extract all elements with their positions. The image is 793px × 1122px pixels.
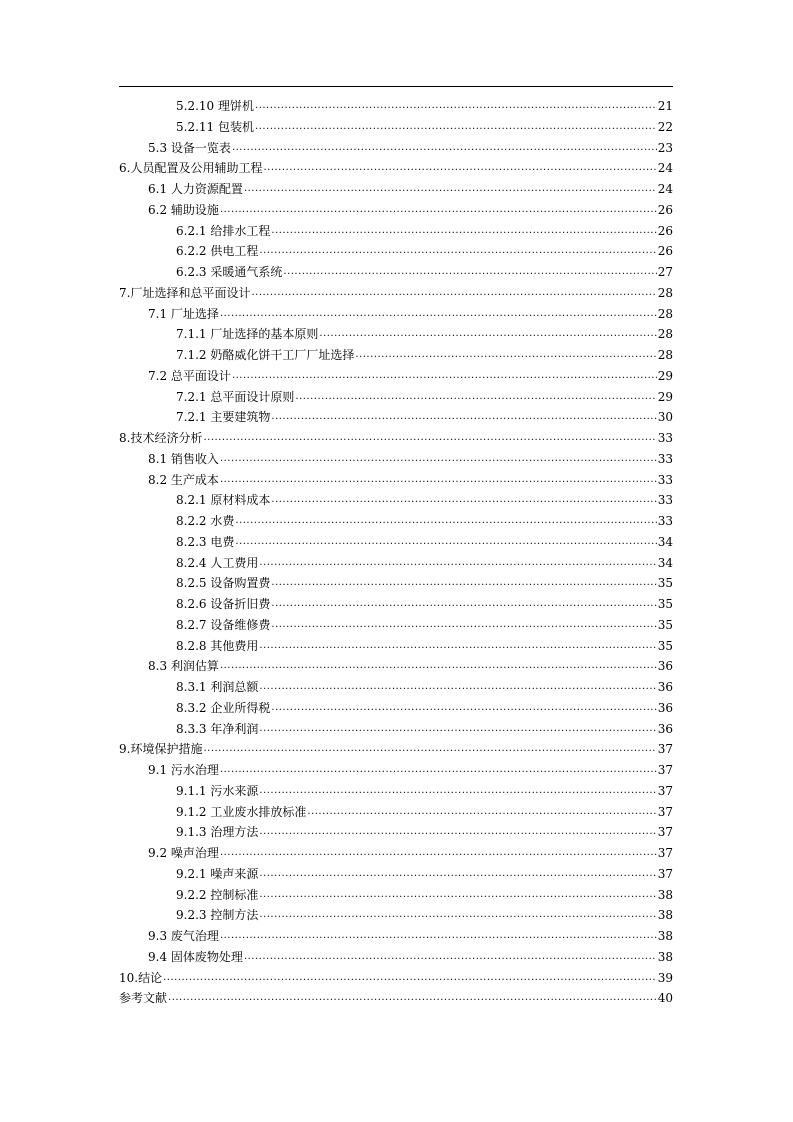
toc-entry-text: 理饼机 bbox=[218, 99, 255, 113]
toc-page-number: 24 bbox=[657, 182, 673, 196]
toc-entry[interactable] bbox=[119, 138, 673, 159]
toc-entry-number: 7.2.1 bbox=[176, 410, 207, 425]
toc-entry-title bbox=[176, 117, 254, 138]
toc-entry-title bbox=[148, 470, 219, 491]
toc-entry[interactable] bbox=[119, 677, 673, 698]
toc-entry-text: 总平面设计 bbox=[170, 368, 231, 383]
toc-dot-leader bbox=[220, 449, 657, 470]
toc-dot-leader bbox=[220, 760, 657, 781]
toc-entry-number: 9.2 bbox=[148, 846, 168, 860]
toc-entry[interactable] bbox=[119, 366, 673, 387]
toc-entry[interactable] bbox=[119, 781, 673, 802]
toc-dot-leader bbox=[203, 428, 656, 449]
toc-entry-number: 9.2.3 bbox=[176, 908, 207, 923]
toc-dot-leader bbox=[251, 283, 656, 304]
toc-entry-number: 5.3 bbox=[148, 140, 168, 155]
toc-entry-text: 设备折旧费 bbox=[210, 597, 271, 611]
toc-entry[interactable] bbox=[119, 96, 673, 117]
toc-dot-leader bbox=[255, 96, 657, 117]
toc-entry-number: 8.2.7 bbox=[176, 617, 207, 632]
toc-page-number: 37 bbox=[657, 763, 673, 777]
toc-entry[interactable] bbox=[119, 947, 673, 968]
toc-entry-number: 8.2.8 bbox=[176, 638, 207, 653]
toc-entry-title bbox=[176, 532, 234, 553]
toc-entry[interactable] bbox=[119, 739, 673, 760]
toc-entry-number: 8.2.1 bbox=[176, 493, 207, 508]
toc-page-number: 35 bbox=[657, 617, 673, 632]
toc-entry[interactable] bbox=[119, 843, 673, 864]
toc-page-number: 38 bbox=[657, 949, 673, 964]
toc-page-number: 35 bbox=[657, 597, 673, 611]
toc-entry-number: 7.1 bbox=[148, 306, 168, 321]
toc-entry[interactable] bbox=[119, 324, 673, 345]
toc-entry-text: 固体废物处理 bbox=[170, 949, 243, 964]
toc-dot-leader bbox=[307, 802, 656, 823]
toc-entry[interactable] bbox=[119, 158, 673, 179]
toc-entry-text: 供电工程 bbox=[210, 244, 259, 259]
toc-entry-title bbox=[148, 947, 243, 968]
toc-dot-leader bbox=[235, 511, 656, 532]
toc-entry-text: 生产成本 bbox=[170, 472, 219, 487]
toc-entry[interactable] bbox=[119, 968, 673, 989]
toc-page-number: 36 bbox=[657, 700, 673, 715]
toc-entry-number: 6.2.2 bbox=[176, 244, 207, 259]
toc-entry-number: 8.3 bbox=[148, 659, 168, 674]
toc-entry-text: 原材料成本 bbox=[210, 493, 271, 508]
toc-dot-leader bbox=[244, 947, 657, 968]
toc-dot-leader bbox=[355, 345, 656, 366]
toc-entry-title bbox=[148, 366, 231, 387]
toc-dot-leader bbox=[220, 470, 657, 491]
toc-page-number: 28 bbox=[657, 306, 673, 321]
toc-entry-text: 噪声治理 bbox=[170, 846, 219, 860]
toc-page-number: 37 bbox=[657, 804, 673, 819]
toc-entry-title bbox=[176, 407, 270, 428]
toc-entry[interactable] bbox=[119, 262, 673, 283]
toc-entry-text: 其他费用 bbox=[210, 638, 259, 653]
toc-dot-leader bbox=[271, 490, 656, 511]
toc-entry-number: 9.2.2 bbox=[176, 887, 207, 902]
toc-entry-number: 8.3.3 bbox=[176, 721, 207, 736]
toc-dot-leader bbox=[283, 262, 656, 283]
toc-page-number: 35 bbox=[657, 638, 673, 653]
toc-entry-number: 6. bbox=[119, 161, 131, 176]
toc-entry-text: 废气治理 bbox=[170, 929, 219, 943]
toc-entry[interactable] bbox=[119, 407, 673, 428]
toc-entry-text: 设备一览表 bbox=[170, 140, 231, 155]
toc-entry-title bbox=[119, 428, 202, 449]
toc-entry-title bbox=[119, 739, 202, 760]
toc-entry-number: 8.2.5 bbox=[176, 576, 207, 591]
toc-entry[interactable] bbox=[119, 200, 673, 221]
toc-entry-title bbox=[176, 241, 258, 262]
toc-dot-leader bbox=[295, 387, 656, 408]
toc-dot-leader bbox=[163, 968, 657, 989]
toc-page-number: 40 bbox=[657, 991, 673, 1006]
toc-entry-number: 10. bbox=[119, 970, 139, 985]
toc-entry-text: 噪声来源 bbox=[210, 866, 259, 881]
toc-dot-leader bbox=[244, 179, 657, 200]
toc-entry-number: 7.1.2 bbox=[176, 348, 207, 362]
toc-entry-number: 8.2.6 bbox=[176, 597, 207, 611]
toc-entry-text: 设备维修费 bbox=[210, 617, 271, 632]
toc-entry-text: 工业废水排放标准 bbox=[210, 804, 307, 819]
header-rule bbox=[119, 86, 673, 87]
toc-entry-text: 销售收入 bbox=[170, 451, 219, 466]
toc-page-number: 33 bbox=[657, 493, 673, 508]
toc-dot-leader bbox=[259, 822, 656, 843]
toc-entry[interactable] bbox=[119, 470, 673, 491]
toc-dot-leader bbox=[259, 677, 656, 698]
toc-entry[interactable] bbox=[119, 241, 673, 262]
toc-page-number: 36 bbox=[657, 721, 673, 736]
toc-page-number: 36 bbox=[657, 659, 673, 674]
toc-entry-text: 人员配置及公用辅助工程 bbox=[130, 161, 263, 176]
toc-dot-leader bbox=[220, 200, 657, 221]
toc-entry-title bbox=[148, 843, 219, 864]
toc-entry-title bbox=[119, 283, 250, 304]
toc-page-number: 38 bbox=[657, 887, 673, 902]
toc-entry-title bbox=[176, 324, 318, 345]
toc-entry[interactable] bbox=[119, 490, 673, 511]
toc-entry[interactable] bbox=[119, 532, 673, 553]
toc-entry-text: 采暖通气系统 bbox=[210, 265, 283, 279]
toc-entry-title bbox=[176, 885, 258, 906]
toc-entry-title bbox=[176, 698, 270, 719]
toc-entry-text: 主要建筑物 bbox=[210, 410, 271, 425]
toc-entry-text: 厂址选择和总平面设计 bbox=[130, 285, 251, 300]
toc-dot-leader bbox=[259, 553, 656, 574]
toc-entry-title bbox=[176, 781, 258, 802]
toc-page-number: 26 bbox=[657, 244, 673, 259]
toc-dot-leader bbox=[220, 656, 657, 677]
toc-entry-title bbox=[148, 179, 243, 200]
toc-entry-text: 辅助设施 bbox=[170, 202, 219, 217]
toc-page-number: 33 bbox=[657, 431, 673, 445]
toc-entry-text: 包装机 bbox=[218, 119, 255, 134]
toc-entry-text: 奶酪威化饼干工厂厂址选择 bbox=[210, 348, 355, 362]
toc-dot-leader bbox=[319, 324, 656, 345]
toc-entry-number: 7. bbox=[119, 285, 131, 300]
toc-entry-number: 9.2.1 bbox=[176, 866, 207, 881]
toc-entry-title bbox=[176, 96, 254, 117]
toc-entry-title bbox=[176, 490, 270, 511]
toc-entry-number: 7.1.1 bbox=[176, 327, 207, 342]
toc-entry[interactable] bbox=[119, 221, 673, 242]
toc-entry-number: 5.2.10 bbox=[176, 99, 215, 113]
toc-page-number: 36 bbox=[657, 680, 673, 694]
toc-entry-text: 利润总额 bbox=[210, 680, 259, 694]
toc-entry-title bbox=[176, 802, 306, 823]
toc-entry[interactable] bbox=[119, 304, 673, 325]
toc-entry[interactable] bbox=[119, 511, 673, 532]
toc-entry[interactable] bbox=[119, 179, 673, 200]
toc-entry-text: 年净利润 bbox=[210, 721, 259, 736]
toc-entry-text: 给排水工程 bbox=[210, 223, 271, 238]
toc-entry[interactable] bbox=[119, 760, 673, 781]
toc-page-number: 26 bbox=[657, 202, 673, 217]
toc-entry-title bbox=[176, 387, 294, 408]
toc-entry-number: 8.1 bbox=[148, 451, 168, 466]
toc-entry[interactable] bbox=[119, 656, 673, 677]
toc-page-number: 37 bbox=[657, 742, 673, 757]
toc-entry-title bbox=[148, 304, 219, 325]
toc-entry-number: 8.3.2 bbox=[176, 700, 207, 715]
toc-entry[interactable] bbox=[119, 449, 673, 470]
toc-entry[interactable] bbox=[119, 283, 673, 304]
toc-dot-leader bbox=[220, 843, 657, 864]
toc-page-number: 21 bbox=[657, 99, 673, 113]
toc-page-number: 24 bbox=[657, 161, 673, 176]
toc-entry[interactable] bbox=[119, 885, 673, 906]
toc-entry-title bbox=[148, 449, 219, 470]
toc-page-number: 28 bbox=[657, 285, 673, 300]
toc-page-number: 33 bbox=[657, 514, 673, 528]
toc-entry-title bbox=[176, 221, 270, 242]
toc-entry-number: 8.2.3 bbox=[176, 534, 207, 549]
toc-entry-title bbox=[176, 636, 258, 657]
toc-entry-text: 控制标准 bbox=[210, 887, 259, 902]
toc-dot-leader bbox=[232, 366, 657, 387]
toc-entry-number: 9.1.2 bbox=[176, 804, 207, 819]
toc-entry-text: 厂址选择 bbox=[170, 306, 219, 321]
toc-page-number: 35 bbox=[657, 576, 673, 591]
toc-entry-title bbox=[176, 719, 258, 740]
toc-entry-number: 6.2.3 bbox=[176, 265, 207, 279]
toc-page-number: 37 bbox=[657, 866, 673, 881]
toc-entry-number: 9.1.3 bbox=[176, 825, 207, 840]
toc-entry-title bbox=[176, 573, 270, 594]
toc-page-number: 37 bbox=[657, 846, 673, 860]
toc-entry-text: 电费 bbox=[210, 534, 235, 549]
toc-entry-number: 8.2.4 bbox=[176, 555, 207, 570]
toc-page-number: 38 bbox=[657, 908, 673, 923]
toc-page-number: 29 bbox=[657, 389, 673, 404]
table-of-contents bbox=[119, 96, 673, 1009]
toc-page-number: 34 bbox=[657, 555, 673, 570]
toc-entry[interactable] bbox=[119, 864, 673, 885]
toc-entry[interactable] bbox=[119, 822, 673, 843]
toc-dot-leader bbox=[232, 138, 657, 159]
toc-page-number: 37 bbox=[657, 825, 673, 840]
toc-entry-text: 企业所得税 bbox=[210, 700, 271, 715]
toc-page-number: 37 bbox=[657, 783, 673, 798]
toc-entry-title bbox=[176, 262, 282, 283]
toc-entry[interactable] bbox=[119, 594, 673, 615]
toc-page-number: 30 bbox=[657, 410, 673, 425]
toc-entry-number: 7.2.1 bbox=[176, 389, 207, 404]
toc-entry-title bbox=[176, 615, 270, 636]
toc-entry-number: 8.2.2 bbox=[176, 514, 207, 528]
toc-entry[interactable] bbox=[119, 553, 673, 574]
toc-entry-title bbox=[176, 864, 258, 885]
toc-page-number: 34 bbox=[657, 534, 673, 549]
toc-entry-text: 人工费用 bbox=[210, 555, 259, 570]
toc-entry-text: 设备购置费 bbox=[210, 576, 271, 591]
toc-entry-title bbox=[148, 200, 219, 221]
toc-entry-title bbox=[176, 345, 354, 366]
toc-entry-title bbox=[176, 905, 258, 926]
toc-page-number: 23 bbox=[657, 140, 673, 155]
toc-entry-number: 9. bbox=[119, 742, 131, 757]
toc-dot-leader bbox=[271, 698, 656, 719]
toc-entry[interactable] bbox=[119, 926, 673, 947]
toc-entry-number: 7.2 bbox=[148, 368, 168, 383]
toc-page-number: 38 bbox=[657, 929, 673, 943]
toc-dot-leader bbox=[259, 241, 656, 262]
toc-dot-leader bbox=[259, 719, 656, 740]
toc-dot-leader bbox=[259, 864, 656, 885]
toc-page-number: 29 bbox=[657, 368, 673, 383]
toc-entry-text: 利润估算 bbox=[170, 659, 219, 674]
toc-entry[interactable] bbox=[119, 387, 673, 408]
toc-entry-title bbox=[148, 926, 219, 947]
toc-entry-text: 结论 bbox=[138, 970, 163, 985]
toc-entry[interactable] bbox=[119, 719, 673, 740]
toc-page-number: 39 bbox=[657, 970, 673, 985]
toc-entry-text: 污水治理 bbox=[170, 763, 219, 777]
toc-dot-leader bbox=[259, 885, 656, 906]
toc-entry-text: 厂址选择的基本原则 bbox=[210, 327, 319, 342]
toc-entry-number: 8.3.1 bbox=[176, 680, 207, 694]
toc-entry-number: 9.1.1 bbox=[176, 783, 207, 798]
toc-entry-title bbox=[148, 138, 231, 159]
toc-entry-text: 参考文献 bbox=[119, 991, 168, 1006]
toc-page-number: 27 bbox=[657, 265, 673, 279]
toc-entry-text: 治理方法 bbox=[210, 825, 259, 840]
toc-entry-title bbox=[119, 988, 167, 1009]
toc-entry-text: 水费 bbox=[210, 514, 235, 528]
toc-dot-leader bbox=[255, 117, 657, 138]
toc-entry-number: 9.4 bbox=[148, 949, 168, 964]
toc-page-number: 22 bbox=[657, 119, 673, 134]
toc-entry-title bbox=[148, 656, 219, 677]
toc-entry[interactable] bbox=[119, 988, 673, 1009]
toc-dot-leader bbox=[271, 407, 656, 428]
toc-page-number: 28 bbox=[657, 348, 673, 362]
toc-entry-text: 环境保护措施 bbox=[130, 742, 203, 757]
toc-dot-leader bbox=[263, 158, 656, 179]
toc-entry[interactable] bbox=[119, 615, 673, 636]
toc-entry[interactable] bbox=[119, 905, 673, 926]
toc-dot-leader bbox=[271, 221, 656, 242]
toc-entry-text: 污水来源 bbox=[210, 783, 259, 798]
toc-entry-number: 5.2.11 bbox=[176, 119, 215, 134]
toc-dot-leader bbox=[259, 781, 656, 802]
toc-entry-title bbox=[119, 968, 162, 989]
toc-page-number: 33 bbox=[657, 472, 673, 487]
toc-entry-number: 9.1 bbox=[148, 763, 168, 777]
toc-entry-text: 技术经济分析 bbox=[130, 431, 203, 445]
toc-entry-number: 6.2.1 bbox=[176, 223, 207, 238]
toc-entry[interactable] bbox=[119, 802, 673, 823]
toc-page-number: 26 bbox=[657, 223, 673, 238]
toc-dot-leader bbox=[203, 739, 656, 760]
toc-dot-leader bbox=[271, 615, 656, 636]
toc-entry-text: 人力资源配置 bbox=[170, 182, 243, 196]
toc-entry[interactable] bbox=[119, 636, 673, 657]
toc-entry[interactable] bbox=[119, 573, 673, 594]
toc-entry[interactable] bbox=[119, 117, 673, 138]
toc-entry-title bbox=[119, 158, 262, 179]
toc-entry-title bbox=[176, 594, 270, 615]
toc-dot-leader bbox=[259, 905, 656, 926]
toc-entry-number: 8. bbox=[119, 431, 131, 445]
toc-entry-title bbox=[176, 511, 234, 532]
toc-entry-text: 总平面设计原则 bbox=[210, 389, 295, 404]
toc-entry-text: 控制方法 bbox=[210, 908, 259, 923]
toc-entry[interactable] bbox=[119, 345, 673, 366]
toc-dot-leader bbox=[220, 926, 657, 947]
toc-dot-leader bbox=[168, 988, 657, 1009]
toc-page-number: 33 bbox=[657, 451, 673, 466]
toc-entry-number: 6.2 bbox=[148, 202, 168, 217]
toc-entry-number: 6.1 bbox=[148, 182, 168, 196]
toc-entry[interactable] bbox=[119, 698, 673, 719]
toc-entry[interactable] bbox=[119, 428, 673, 449]
toc-entry-number: 8.2 bbox=[148, 472, 168, 487]
toc-dot-leader bbox=[235, 532, 656, 553]
toc-dot-leader bbox=[271, 573, 656, 594]
toc-entry-title bbox=[176, 553, 258, 574]
toc-entry-number: 9.3 bbox=[148, 929, 168, 943]
toc-dot-leader bbox=[271, 594, 656, 615]
toc-entry-title bbox=[176, 677, 258, 698]
toc-dot-leader bbox=[220, 304, 657, 325]
toc-entry-title bbox=[176, 822, 258, 843]
toc-dot-leader bbox=[259, 636, 656, 657]
toc-entry-title bbox=[148, 760, 219, 781]
toc-page-number: 28 bbox=[657, 327, 673, 342]
